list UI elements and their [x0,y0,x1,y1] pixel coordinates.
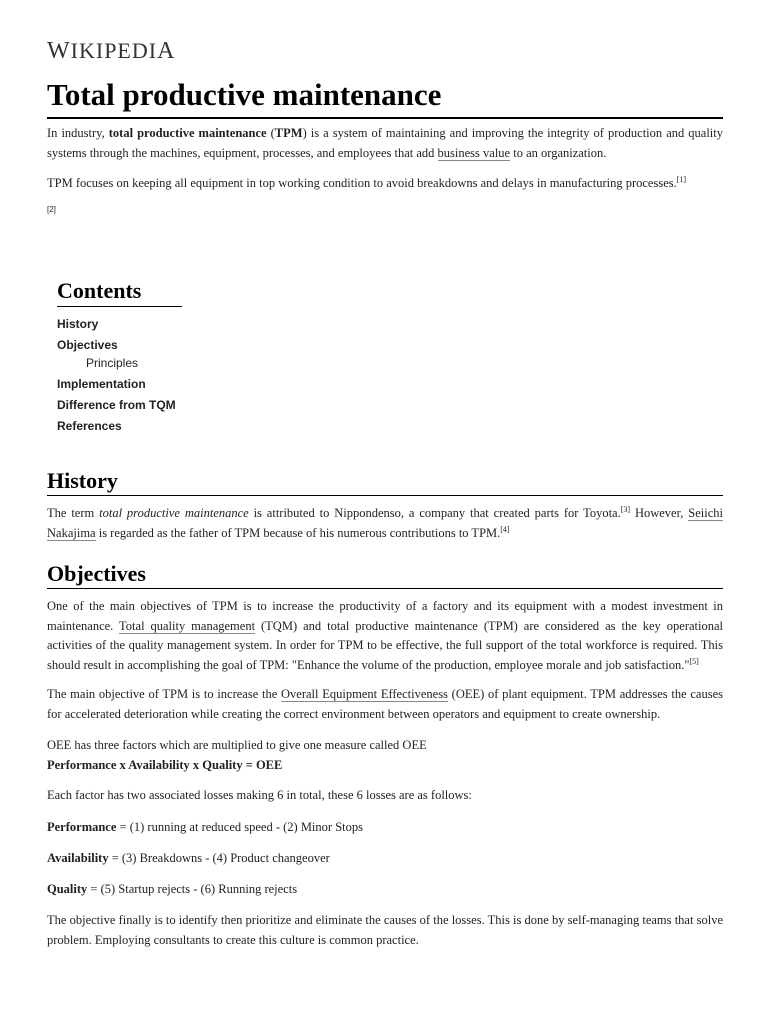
toc-item-history[interactable]: History [57,317,99,331]
oee-formula: Performance x Availability x Quality = OEE [47,757,283,772]
link-overall-equipment-effectiveness[interactable]: Overall Equipment Effectiveness [281,687,448,701]
section-heading-history: History [47,468,723,496]
toc-heading: Contents [57,278,182,307]
wikipedia-logo[interactable]: WIKIPEDIA [47,38,176,64]
intro-paragraph: In industry, total productive maintenance (TPM) is a system of maintaining and improving the integrity of production and quality systems through the machines, equipment, processes, and employees that add business value to an organization. [47,126,723,160]
page-title: Total productive maintenance [47,76,723,119]
toc-item-references[interactable]: References [57,419,122,433]
objectives-paragraph-4: Each factor has two associated losses making 6 in total, these 6 losses are as follows: [47,788,472,802]
objectives-paragraph-3: OEE has three factors which are multiplied to give one measure called OEE Performance x Availability x Quality = OEE [47,738,427,772]
toc-item-objectives[interactable]: Objectives [57,338,118,352]
intro-paragraph-2: TPM focuses on keeping all equipment in top working condition to avoid breakdowns and delays in manufacturing processes.[1] [47,174,687,190]
citation-5[interactable]: [5] [689,656,699,666]
citation-2[interactable]: [2] [47,205,56,214]
link-business-value[interactable]: business value [437,145,511,160]
section-heading-objectives: Objectives [47,561,723,589]
citation-1[interactable]: [1] [676,174,687,184]
link-seiichi-nakajima[interactable]: Seiichi Nakajima [47,506,723,540]
toc-item-implementation[interactable]: Implementation [57,377,146,391]
table-of-contents [57,278,257,437]
citation-3[interactable]: [3] [620,504,631,514]
link-total-quality-management[interactable]: Total quality management [119,618,256,633]
objectives-paragraph-1: One of the main objectives of TPM is to increase the productivity of a factory and its equipment with a modest investment in maintenance. Total quality management (TQM) and total productive maintenance (TPM) are considered as the key operational activities of the quality management system. In order for TPM to be effective, the full support of the total workforce is required. This should result in accomplishing the goal of TPM: "Enhance the volume of the production, employee morale and job satisfaction."[5] [47,599,723,672]
loss-performance: Performance = (1) running at reduced speed - (2) Minor Stops [47,820,363,834]
toc-item-principles[interactable]: Principles [86,356,139,370]
loss-availability: Availability = (3) Breakdowns - (4) Product changeover [47,851,330,865]
objectives-paragraph-5: The objective finally is to identify then prioritize and eliminate the causes of the losses. This is done by self-managing teams that solve problem. Employing consultants to create this culture is common practice. [47,913,723,947]
toc-item-difference-from-tqm[interactable]: Difference from TQM [57,398,176,412]
history-paragraph: The term total productive maintenance is attributed to Nippondenso, a company that created parts for Toyota.[3] However, Seiichi Nakajima is regarded as the father of TPM because of his numerous contributions to TPM.[4] [47,504,723,540]
citation-4[interactable]: [4] [500,524,510,534]
loss-quality: Quality = (5) Startup rejects - (6) Running rejects [47,882,298,896]
objectives-paragraph-2: The main objective of TPM is to increase the Overall Equipment Effectiveness (OEE) of plant equipment. TPM addresses the causes for accelerated deterioration while creating the correct environment between operators and equipment to create ownership. [47,687,723,721]
